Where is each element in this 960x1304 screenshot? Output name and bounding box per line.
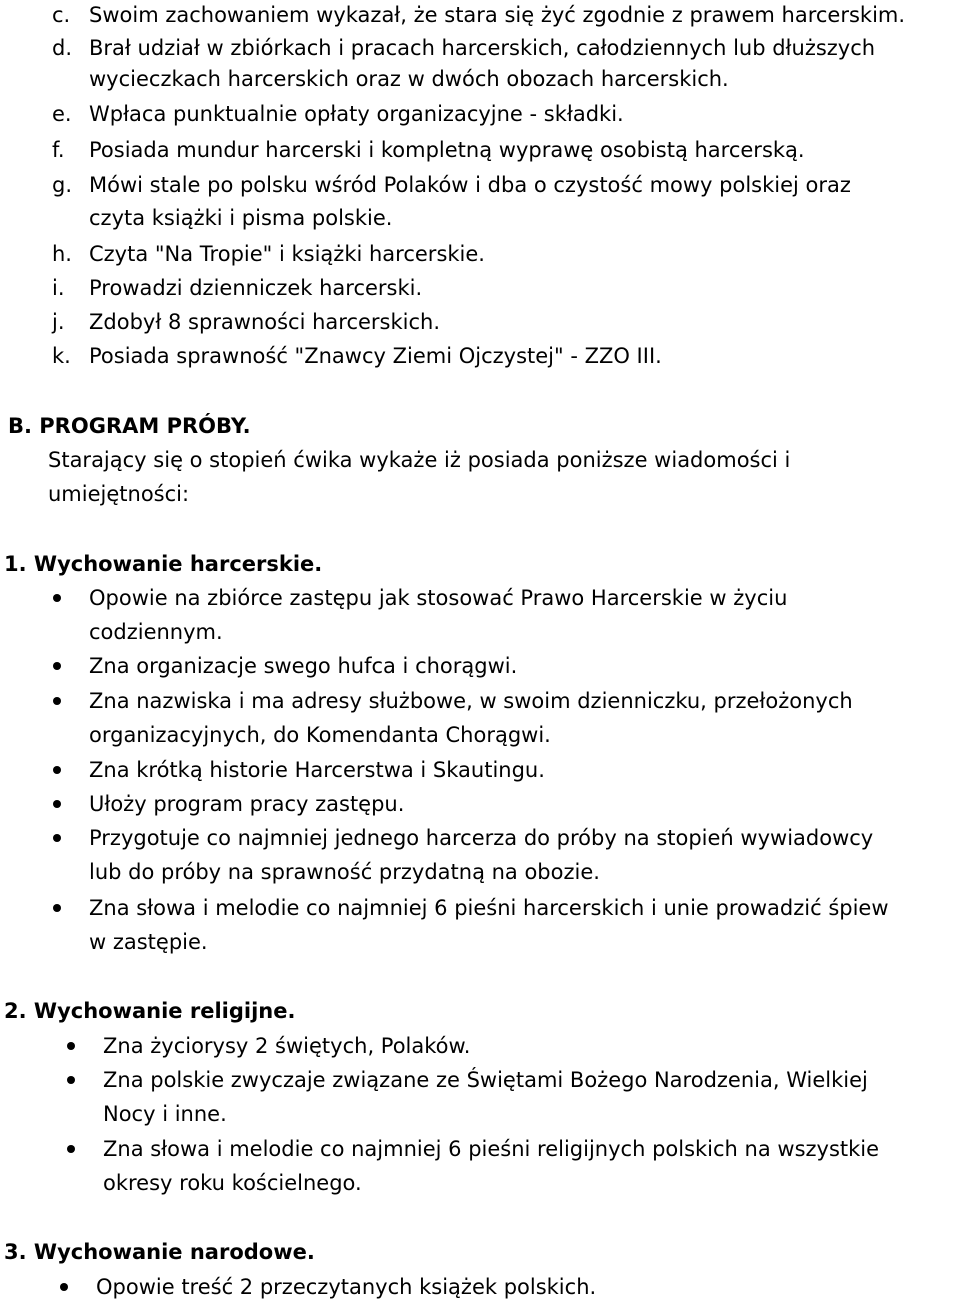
list-marker-g: g.: [52, 173, 73, 197]
list-item-e: Wpłaca punktualnie opłaty organizacyjne - składki.: [89, 102, 624, 126]
list-marker-j: j.: [52, 310, 65, 334]
list-item-cont: lub do próby na sprawność przydatną na obozie.: [89, 860, 600, 884]
list-item-c: Swoim zachowaniem wykazał, że stara się żyć zgodnie z prawem harcerskim.: [89, 3, 906, 27]
list-item-g-cont: czyta książki i pisma polskie.: [89, 206, 393, 230]
list-item-k: Posiada sprawność "Znawcy Ziemi Ojczystej" - ZZO III.: [89, 344, 662, 368]
list-item-d-cont: wycieczkach harcerskich oraz w dwóch obozach harcerskich.: [89, 67, 729, 91]
bullet-icon: [53, 766, 61, 774]
list-item: Ułoży program pracy zastępu.: [89, 792, 405, 816]
section-heading: 1. Wychowanie harcerskie.: [4, 552, 323, 576]
program-intro: Starający się o stopień ćwika wykaże iż posiada poniższe wiadomości i: [48, 448, 791, 472]
list-marker-i: i.: [52, 276, 65, 300]
list-item-cont: organizacyjnych, do Komendanta Chorągwi.: [89, 723, 551, 747]
list-item-j: Zdobył 8 sprawności harcerskich.: [89, 310, 441, 334]
list-item-f: Posiada mundur harcerski i kompletną wyprawę osobistą harcerską.: [89, 138, 805, 162]
list-item-g: Mówi stale po polsku wśród Polaków i dba o czystość mowy polskiej oraz: [89, 173, 851, 197]
list-marker-h: h.: [52, 242, 72, 266]
list-item: Zna krótką historie Harcerstwa i Skautingu.: [89, 758, 545, 782]
list-item-cont: codziennym.: [89, 620, 223, 644]
bullet-icon: [53, 800, 61, 808]
list-marker-e: e.: [52, 102, 72, 126]
bullet-icon: [53, 697, 61, 705]
list-item-i: Prowadzi dzienniczek harcerski.: [89, 276, 423, 300]
list-item-h: Czyta "Na Tropie" i książki harcerskie.: [89, 242, 485, 266]
bullet-icon: [53, 594, 61, 602]
list-item: Zna słowa i melodie co najmniej 6 pieśni harcerskich i unie prowadzić śpiew: [89, 896, 889, 920]
list-item: Zna życiorysy 2 świętych, Polaków.: [103, 1034, 471, 1058]
list-marker-f: f.: [52, 138, 65, 162]
list-marker-k: k.: [52, 344, 71, 368]
bullet-icon: [53, 904, 61, 912]
bullet-icon: [53, 834, 61, 842]
bullet-icon: [60, 1283, 68, 1291]
bullet-icon: [67, 1145, 75, 1153]
list-item: Opowie na zbiórce zastępu jak stosować Prawo Harcerskie w życiu: [89, 586, 788, 610]
list-item: Zna organizacje swego hufca i chorągwi.: [89, 654, 518, 678]
list-item-d: Brał udział w zbiórkach i pracach harcerskich, całodziennych lub dłuższych: [89, 36, 876, 60]
program-intro-cont: umiejętności:: [48, 482, 190, 506]
program-heading: B. PROGRAM PRÓBY.: [8, 414, 251, 438]
list-item: Zna nazwiska i ma adresy służbowe, w swoim dzienniczku, przełożonych: [89, 689, 853, 713]
bullet-icon: [67, 1076, 75, 1084]
list-item: Przygotuje co najmniej jednego harcerza do próby na stopień wywiadowcy: [89, 826, 874, 850]
section-heading: 2. Wychowanie religijne.: [4, 999, 296, 1023]
list-marker-c: c.: [52, 3, 71, 27]
list-item-cont: Nocy i inne.: [103, 1102, 227, 1126]
list-item: Opowie treść 2 przeczytanych książek polskich.: [96, 1275, 597, 1299]
bullet-icon: [53, 662, 61, 670]
section-heading: 3. Wychowanie narodowe.: [4, 1240, 315, 1264]
list-item: Zna polskie zwyczaje związane ze Świętami Bożego Narodzenia, Wielkiej: [103, 1068, 868, 1092]
list-item-cont: okresy roku kościelnego.: [103, 1171, 362, 1195]
list-item-cont: w zastępie.: [89, 930, 208, 954]
bullet-icon: [67, 1042, 75, 1050]
list-item: Zna słowa i melodie co najmniej 6 pieśni religijnych polskich na wszystkie: [103, 1137, 880, 1161]
list-marker-d: d.: [52, 36, 73, 60]
